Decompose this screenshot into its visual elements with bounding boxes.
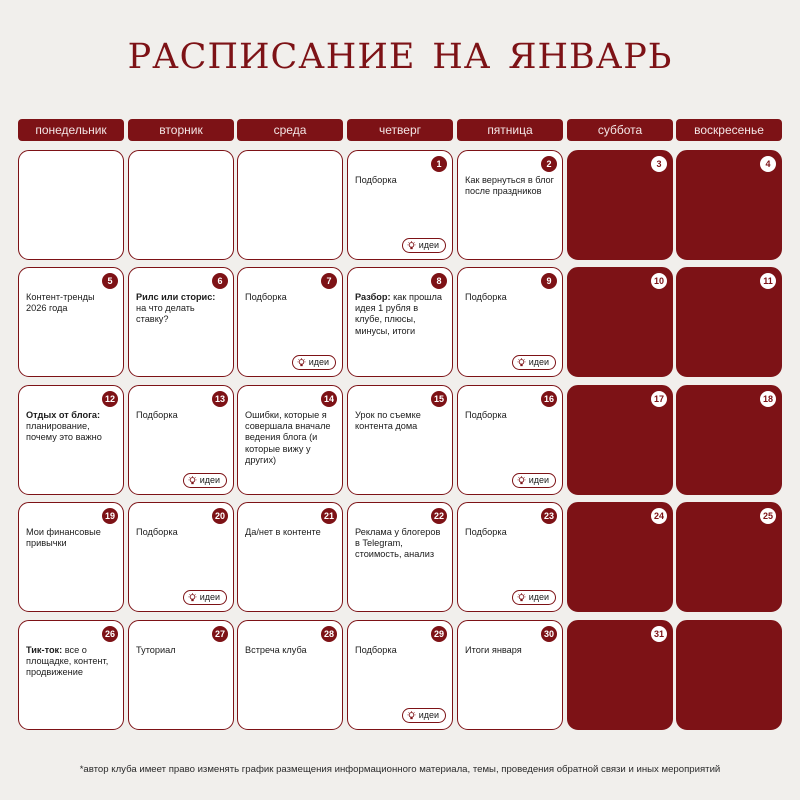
- post-topic-text: Подборка: [355, 175, 397, 185]
- lightbulb-icon: [297, 358, 306, 368]
- post-topic-heading: Рилс или сторис:: [136, 292, 216, 302]
- day-cell-17: [567, 385, 673, 495]
- day-number-badge: 7: [321, 273, 337, 289]
- post-topic: [245, 410, 335, 466]
- empty-day-cell: [237, 150, 343, 260]
- post-topic: [465, 292, 555, 303]
- day-number-badge: 22: [431, 508, 447, 524]
- day-cell-27: [128, 620, 234, 730]
- day-cell-24: [567, 502, 673, 612]
- day-cell-12: [18, 385, 124, 495]
- day-number-badge: 14: [321, 391, 337, 407]
- day-cell-3: [567, 150, 673, 260]
- post-topic: [355, 645, 445, 656]
- post-topic: [136, 527, 226, 538]
- footnote: *автор клуба имеет право изменять график размещения информационного материала, темы, проведения обратной связи и иных мероприятий: [79, 764, 721, 775]
- post-topic: [245, 527, 335, 538]
- day-cell-23: [457, 502, 563, 612]
- day-cell-19: [18, 502, 124, 612]
- post-topic-heading: Отдых от блога:: [26, 410, 101, 420]
- day-cell-26: [18, 620, 124, 730]
- post-topic-text: Подборка: [136, 527, 178, 537]
- post-topic-text: как прошла идея 1 рубля в клубе, плюсы, минусы, итоги: [355, 292, 443, 336]
- day-cell-5: [18, 267, 124, 377]
- post-topic: [26, 645, 116, 679]
- day-number-badge: 4: [760, 156, 776, 172]
- day-number-badge: 1: [431, 156, 447, 172]
- day-number-badge: 26: [102, 626, 118, 642]
- day-cell-29: [347, 620, 453, 730]
- day-number-badge: 11: [760, 273, 776, 289]
- day-cell-31: [567, 620, 673, 730]
- post-topic-text: Урок по съемке контента дома: [355, 410, 421, 432]
- ideas-badge: [512, 473, 556, 488]
- day-cell-30: [457, 620, 563, 730]
- lightbulb-icon: [188, 593, 197, 603]
- post-topic: [465, 175, 555, 197]
- ideas-label: идеи: [528, 592, 549, 602]
- post-topic-text: Подборка: [245, 292, 287, 302]
- weekday-header-row: [18, 119, 782, 141]
- post-topic-text: Мои финансовые привычки: [26, 527, 101, 549]
- empty-day-cell: [676, 620, 782, 730]
- ideas-label: идеи: [418, 240, 439, 250]
- post-topic: [355, 527, 445, 561]
- lightbulb-icon: [517, 358, 526, 368]
- day-number-badge: 15: [431, 391, 447, 407]
- post-topic: [26, 410, 116, 444]
- post-topic: [136, 410, 226, 421]
- weekday-header: пятница: [457, 119, 563, 141]
- day-number-badge: 16: [541, 391, 557, 407]
- day-number-badge: 2: [541, 156, 557, 172]
- empty-day-cell: [18, 150, 124, 260]
- day-number-badge: 21: [321, 508, 337, 524]
- post-topic-heading: Разбор:: [355, 292, 391, 302]
- day-number-badge: 12: [102, 391, 118, 407]
- day-cell-14: [237, 385, 343, 495]
- post-topic-text: Подборка: [465, 527, 507, 537]
- ideas-badge: [292, 355, 336, 370]
- ideas-badge: [183, 473, 227, 488]
- ideas-label: идеи: [199, 592, 220, 602]
- ideas-label: идеи: [528, 357, 549, 367]
- day-cell-25: [676, 502, 782, 612]
- weekday-header: понедельник: [18, 119, 124, 141]
- day-number-badge: 9: [541, 273, 557, 289]
- ideas-badge: [402, 708, 446, 723]
- post-topic: [26, 527, 116, 549]
- post-topic-text: Туториал: [136, 645, 176, 655]
- lightbulb-icon: [517, 593, 526, 603]
- day-number-badge: 8: [431, 273, 447, 289]
- day-number-badge: 3: [651, 156, 667, 172]
- day-number-badge: 17: [651, 391, 667, 407]
- post-topic: [245, 645, 335, 656]
- post-topic: [355, 410, 445, 432]
- ideas-badge: [402, 238, 446, 253]
- day-cell-20: [128, 502, 234, 612]
- day-number-badge: 20: [212, 508, 228, 524]
- day-cell-9: [457, 267, 563, 377]
- day-number-badge: 18: [760, 391, 776, 407]
- post-topic: [355, 292, 445, 337]
- empty-day-cell: [128, 150, 234, 260]
- day-number-badge: 23: [541, 508, 557, 524]
- post-topic-text: все о площадке, контент, продвижение: [26, 645, 109, 678]
- post-topic: [465, 645, 555, 656]
- post-topic-text: Встреча клуба: [245, 645, 307, 655]
- day-number-badge: 31: [651, 626, 667, 642]
- post-topic: [136, 645, 226, 656]
- ideas-label: идеи: [528, 475, 549, 485]
- day-number-badge: 25: [760, 508, 776, 524]
- day-cell-28: [237, 620, 343, 730]
- day-number-badge: 24: [651, 508, 667, 524]
- day-cell-7: [237, 267, 343, 377]
- lightbulb-icon: [188, 476, 197, 486]
- post-topic-text: Как вернуться в блог после праздников: [465, 175, 555, 197]
- post-topic-text: Подборка: [465, 410, 507, 420]
- day-cell-15: [347, 385, 453, 495]
- post-topic-text: Подборка: [355, 645, 397, 655]
- weekday-header: вторник: [128, 119, 234, 141]
- lightbulb-icon: [407, 241, 416, 251]
- day-number-badge: 30: [541, 626, 557, 642]
- day-cell-11: [676, 267, 782, 377]
- post-topic: [26, 292, 116, 314]
- day-number-badge: 27: [212, 626, 228, 642]
- day-number-badge: 19: [102, 508, 118, 524]
- day-cell-2: [457, 150, 563, 260]
- ideas-badge: [183, 590, 227, 605]
- day-cell-16: [457, 385, 563, 495]
- post-topic: [355, 175, 445, 186]
- post-topic-text: Итоги января: [465, 645, 522, 655]
- post-topic-text: Подборка: [136, 410, 178, 420]
- ideas-label: идеи: [418, 710, 439, 720]
- ideas-label: идеи: [308, 357, 329, 367]
- weekday-header: воскресенье: [676, 119, 782, 141]
- post-topic-text: планирование, почему это важно: [26, 421, 102, 443]
- day-cell-18: [676, 385, 782, 495]
- post-topic-text: Реклама у блогеров в Telegram, стоимость, анализ: [355, 527, 441, 560]
- post-topic-heading: Тик-ток:: [26, 645, 63, 655]
- day-number-badge: 10: [651, 273, 667, 289]
- post-topic-text: на что делать ставку?: [136, 303, 195, 325]
- day-number-badge: 13: [212, 391, 228, 407]
- lightbulb-icon: [517, 476, 526, 486]
- ideas-badge: [512, 355, 556, 370]
- day-cell-6: [128, 267, 234, 377]
- post-topic-text: Ошибки, которые я совершала вначале ведения блога (и которые вижу у других): [245, 410, 331, 465]
- day-cell-13: [128, 385, 234, 495]
- day-number-badge: 28: [321, 626, 337, 642]
- post-topic-text: Да/нет в контенте: [245, 527, 321, 537]
- day-cell-8: [347, 267, 453, 377]
- post-topic: [245, 292, 335, 303]
- weekday-header: четверг: [347, 119, 453, 141]
- post-topic-text: Подборка: [465, 292, 507, 302]
- weekday-header: суббота: [567, 119, 673, 141]
- day-number-badge: 5: [102, 273, 118, 289]
- day-number-badge: 6: [212, 273, 228, 289]
- weekday-header: среда: [237, 119, 343, 141]
- ideas-badge: [512, 590, 556, 605]
- day-number-badge: 29: [431, 626, 447, 642]
- post-topic: [465, 527, 555, 538]
- day-cell-1: [347, 150, 453, 260]
- day-cell-22: [347, 502, 453, 612]
- post-topic-text: Контент-тренды 2026 года: [26, 292, 95, 314]
- ideas-label: идеи: [199, 475, 220, 485]
- day-cell-10: [567, 267, 673, 377]
- post-topic: [136, 292, 226, 326]
- page-title: расписание на январь: [127, 22, 673, 80]
- post-topic: [465, 410, 555, 421]
- lightbulb-icon: [407, 711, 416, 721]
- day-cell-21: [237, 502, 343, 612]
- day-cell-4: [676, 150, 782, 260]
